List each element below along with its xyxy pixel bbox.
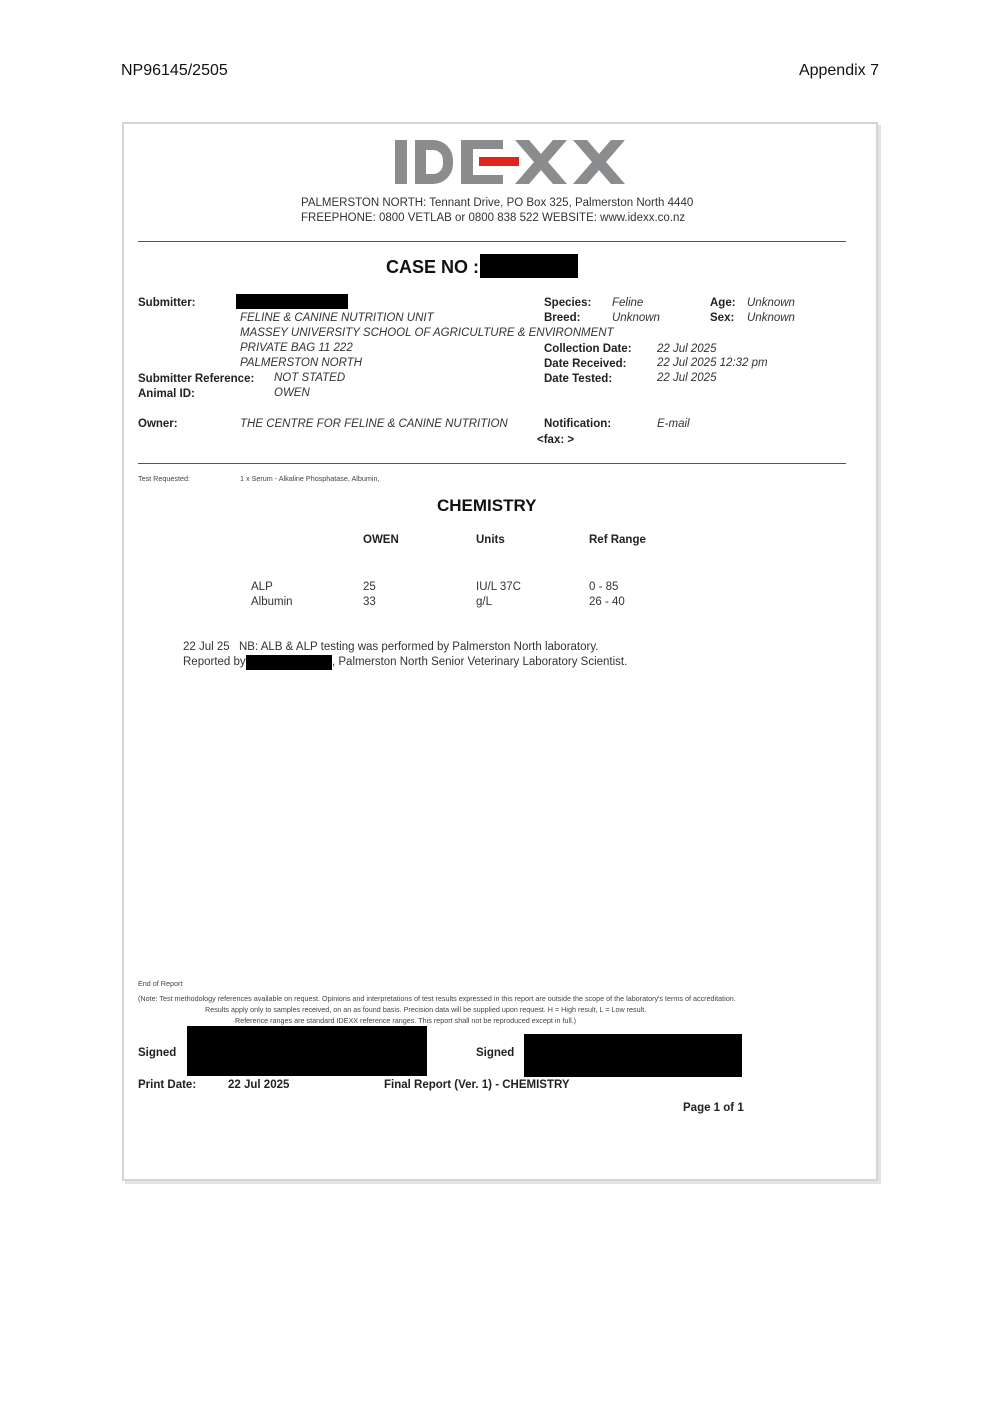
print-date-value: 22 Jul 2025 <box>228 1079 290 1091</box>
redacted-case-number <box>480 254 578 278</box>
date-tested-value: 22 Jul 2025 <box>657 372 717 384</box>
reporter-title: , Palmerston North Senior Veterinary Laboratory Scientist. <box>332 656 628 668</box>
reported-by-label: Reported by <box>183 656 246 668</box>
species-value: Feline <box>612 297 644 309</box>
date-received-label: Date Received: <box>544 358 627 370</box>
test-name: ALP <box>251 581 273 593</box>
divider <box>138 241 846 242</box>
owner-label: Owner: <box>138 418 178 430</box>
redacted-reporter-name <box>246 655 332 670</box>
idexx-logo <box>395 140 627 184</box>
column-header-result: OWEN <box>363 534 399 546</box>
note-text: NB: ALB & ALP testing was performed by Palmerston North laboratory. <box>239 641 599 653</box>
test-result: 33 <box>363 596 376 608</box>
submitter-line: MASSEY UNIVERSITY SCHOOL OF AGRICULTURE & ENVIRONMENT <box>240 327 614 339</box>
species-label: Species: <box>544 297 592 309</box>
fax-label: <fax: > <box>537 434 575 446</box>
end-of-report: End of Report <box>138 979 183 988</box>
submitter-line: PALMERSTON NORTH <box>240 357 363 369</box>
lab-address: PALMERSTON NORTH: Tennant Drive, PO Box 325, Palmerston North 4440 <box>301 197 694 209</box>
disclaimer-line: (Note: Test methodology references available on request. Opinions and interpretations of test results expressed in this report are outside the scope of the laboratory's terms of accreditation. <box>138 994 736 1003</box>
chemistry-title: CHEMISTRY <box>437 496 537 515</box>
collection-date-value: 22 Jul 2025 <box>657 343 717 355</box>
animal-id-value: OWEN <box>274 387 310 399</box>
case-number-label: CASE NO : <box>386 257 480 277</box>
submitter-label: Submitter: <box>138 297 196 309</box>
test-result: 25 <box>363 581 376 593</box>
submitter-reference-label: Submitter Reference: <box>138 373 255 385</box>
column-header-units: Units <box>476 534 505 546</box>
note-date: 22 Jul 25 <box>183 641 230 653</box>
breed-value: Unknown <box>612 312 660 324</box>
column-header-ref-range: Ref Range <box>589 534 646 546</box>
submitter-reference-value: NOT STATED <box>274 372 346 384</box>
submitter-line: FELINE & CANINE NUTRITION UNIT <box>240 312 434 324</box>
report-version: Final Report (Ver. 1) - CHEMISTRY <box>384 1079 570 1091</box>
owner-value: THE CENTRE FOR FELINE & CANINE NUTRITION <box>240 418 508 430</box>
signed-label: Signed <box>138 1047 177 1059</box>
age-label: Age: <box>710 297 736 309</box>
sex-value: Unknown <box>747 312 795 324</box>
disclaimer-line: Results apply only to samples received, on an as found basis. Precision data will be supplied upon request. H = High result, L = Low result. <box>205 1005 647 1014</box>
animal-id-label: Animal ID: <box>138 388 195 400</box>
test-name: Albumin <box>251 596 293 608</box>
test-units: g/L <box>476 596 492 608</box>
sex-label: Sex: <box>710 312 735 324</box>
notification-value: E-mail <box>657 418 690 430</box>
test-requested-value: 1 x Serum - Alkaline Phosphatase, Albumin, <box>240 474 380 483</box>
redacted-signature <box>524 1034 742 1077</box>
test-units: IU/L 37C <box>476 581 521 593</box>
submitter-line: PRIVATE BAG 11 222 <box>240 342 353 354</box>
divider <box>138 463 846 464</box>
redacted-submitter-name <box>236 294 348 309</box>
page-number: Page 1 of 1 <box>683 1102 744 1114</box>
age-value: Unknown <box>747 297 795 309</box>
disclaimer-line: Reference ranges are standard IDEXX reference ranges. This report shall not be reproduced except in full.) <box>235 1016 577 1025</box>
test-requested-label: Test Requested: <box>138 474 190 483</box>
redacted-signature <box>187 1026 427 1076</box>
test-ref-range: 0 - 85 <box>589 581 619 593</box>
date-received-value: 22 Jul 2025 12:32 pm <box>657 357 768 369</box>
test-ref-range: 26 - 40 <box>589 596 625 608</box>
document-reference: NP96145/2505 <box>121 62 228 79</box>
date-tested-label: Date Tested: <box>544 373 613 385</box>
notification-label: Notification: <box>544 418 612 430</box>
appendix-label: Appendix 7 <box>798 62 879 79</box>
collection-date-label: Collection Date: <box>544 343 632 355</box>
lab-contact: FREEPHONE: 0800 VETLAB or 0800 838 522 WEBSITE: www.idexx.co.nz <box>301 212 686 224</box>
breed-label: Breed: <box>544 312 581 324</box>
print-date-label: Print Date: <box>138 1079 197 1091</box>
signed-label: Signed <box>476 1047 515 1059</box>
